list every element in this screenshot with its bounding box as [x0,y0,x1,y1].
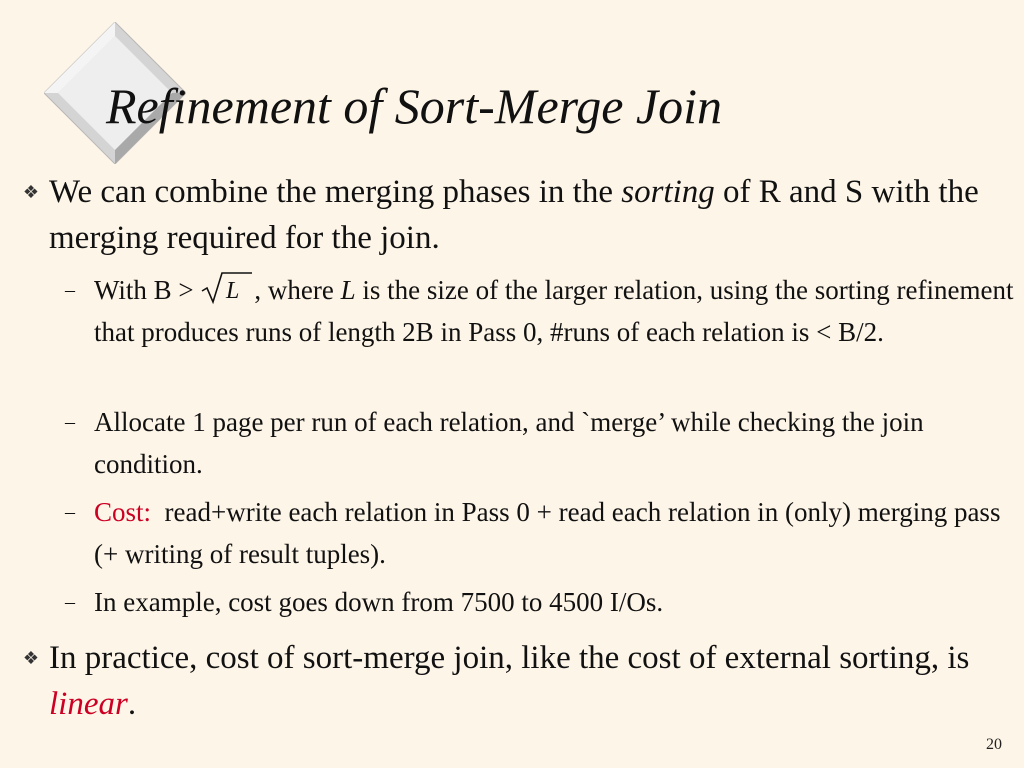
bullet-text: We can combine the merging phases in the sorting of R and S with the merging required for the join. [49,174,979,256]
sub-item-text: Cost: read+write each relation in Pass 0 + read each relation in (only) merging pass (+ writing of result tuples). [94,497,1014,569]
sub-item-text: Allocate 1 page per run of each relation, and `merge’ while checking the join condition. [94,407,924,479]
dash-marker: – [65,501,75,523]
cost-label: Cost: [94,497,152,527]
dash-marker: – [65,591,75,613]
sub-item-text: With B > L , where L is the size of the larger relation, using the sorting refinement that produces runs of length 2B in Pass 0, #runs of each relation is < B/2. [94,270,1014,353]
dash-marker: – [65,411,75,433]
bullet-text: In practice, cost of sort-merge join, like the cost of external sorting, is linear. [49,640,970,722]
dash-marker: – [65,279,75,301]
page-number: 20 [986,736,1002,753]
sqrt-variable: L [226,278,240,304]
square-root-symbol [200,271,254,305]
slide-title: Refinement of Sort-Merge Join [106,78,723,134]
diamond-dots-icon: ❖ [22,182,40,202]
diamond-dots-icon: ❖ [22,648,40,668]
sub-item-text: In example, cost goes down from 7500 to 4500 I/Os. [94,587,664,617]
